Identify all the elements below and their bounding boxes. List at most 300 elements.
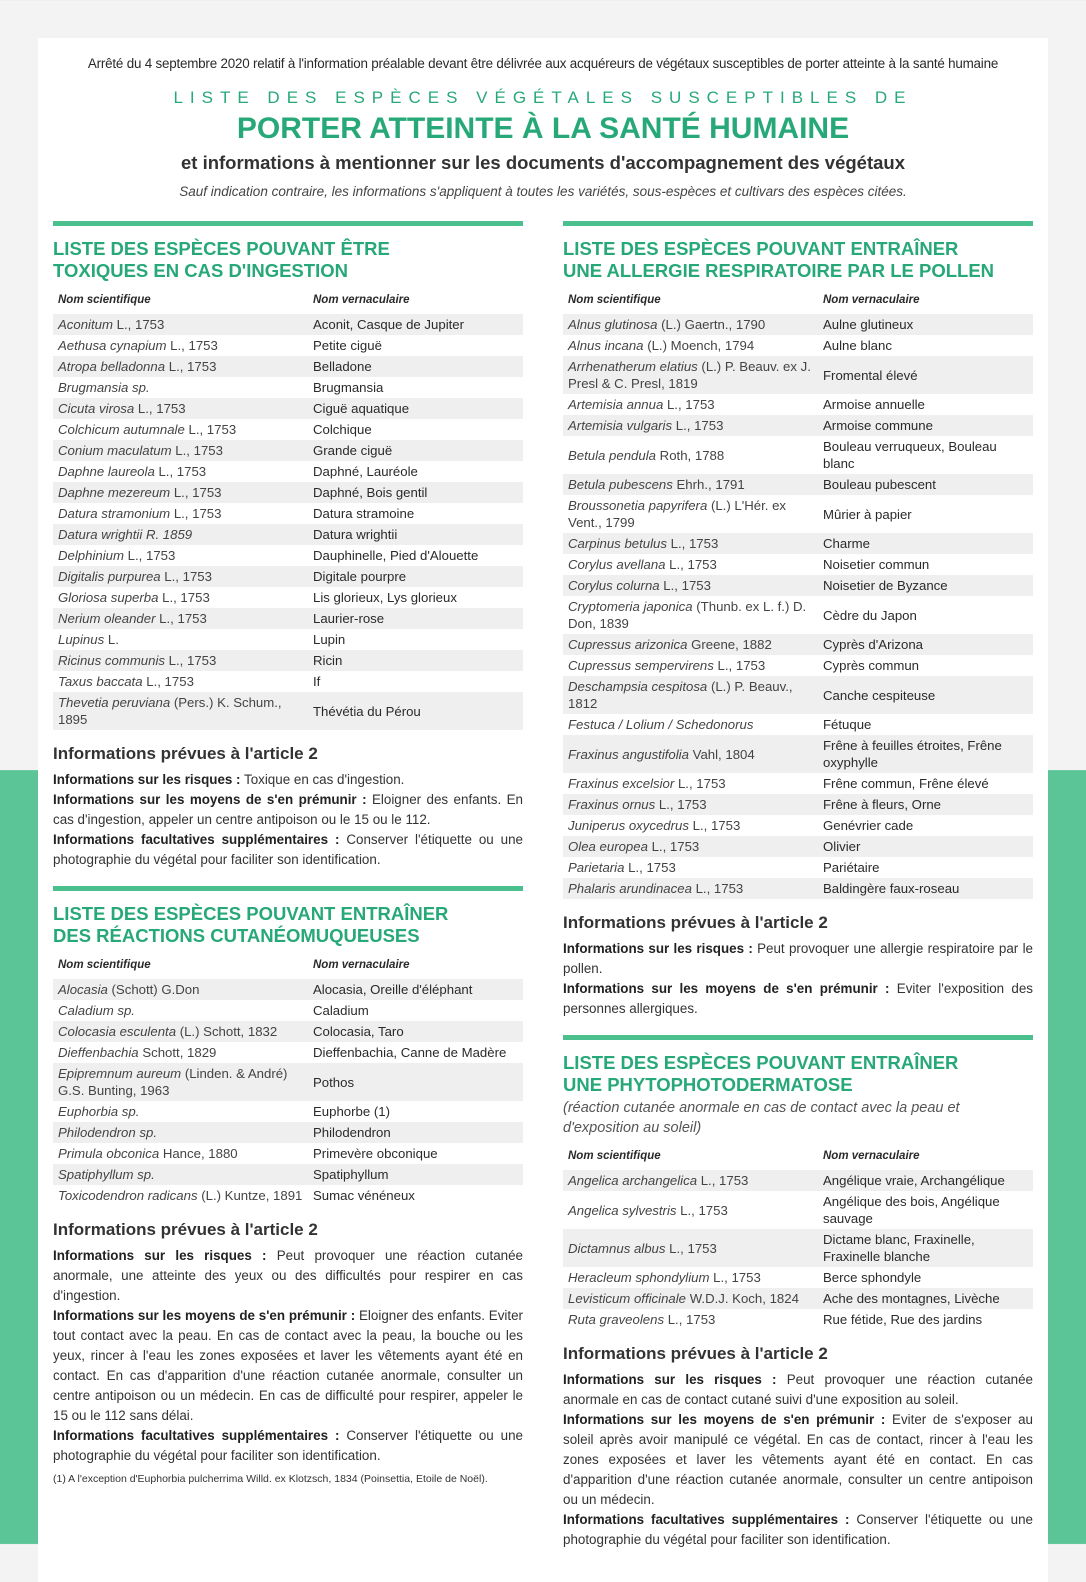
scientific-name-taxon: Arrhenatherum elatius	[568, 359, 698, 374]
scientific-name-author: L., 1753	[658, 797, 707, 812]
info-label: Informations sur les moyens de s'en prémunir :	[563, 1412, 886, 1427]
table-row	[563, 1267, 1033, 1288]
column-header-scientific: Nom scientifique	[568, 294, 661, 306]
info-label: Informations sur les risques :	[53, 1248, 267, 1263]
info-item	[53, 770, 523, 790]
section-title-line1: LISTE DES ESPÈCES POUVANT ENTRAÎNER	[53, 903, 449, 924]
scientific-name-author: (Thunb. ex L. f.) D. Don, 1839	[568, 599, 807, 631]
vernacular-name: Grande ciguë	[313, 443, 393, 458]
scientific-name-taxon: Philodendron sp.	[58, 1125, 157, 1140]
scientific-name-taxon: Deschampsia cespitosa	[568, 679, 708, 694]
vernacular-name: Colocasia, Taro	[313, 1024, 404, 1039]
scientific-name-taxon: Juniperus oxycedrus	[568, 818, 689, 833]
table-row	[563, 773, 1033, 794]
scientific-name	[58, 568, 313, 585]
table-row	[563, 554, 1033, 575]
scientific-name-author: (L.) Kuntze, 1891	[201, 1188, 303, 1203]
table-row	[563, 394, 1033, 415]
info-item	[53, 1306, 523, 1426]
species-table	[53, 979, 523, 1206]
table-row	[563, 857, 1033, 878]
scientific-name-taxon: Epipremnum aureum	[58, 1066, 182, 1081]
scientific-name	[58, 400, 313, 417]
scientific-name	[58, 631, 313, 648]
scientific-name-taxon: Heracleum sphondylium	[568, 1270, 710, 1285]
section-note: (réaction cutanée anormale en cas de contact avec la peau et d'exposition au soleil)	[563, 1100, 960, 1136]
section-title-line2: DES RÉACTIONS CUTANÉOMUQUEUSES	[53, 925, 420, 946]
table-row	[563, 794, 1033, 815]
scientific-name	[568, 880, 823, 897]
scientific-name	[568, 358, 823, 392]
section-title-line2: UNE ALLERGIE RESPIRATOIRE PAR LE POLLEN	[563, 260, 995, 281]
scientific-name-taxon: Betula pendula	[568, 447, 656, 463]
scientific-name-taxon: Gloriosa superba	[58, 590, 159, 605]
section-divider	[563, 221, 1033, 226]
scientific-name-taxon: Atropa belladonna	[58, 359, 166, 374]
scientific-name	[58, 316, 313, 333]
scientific-name-author: W.D.J. Koch, 1824	[689, 1291, 799, 1306]
scientific-name-taxon: Toxicodendron radicans	[58, 1188, 198, 1203]
info-label: Informations sur les risques :	[53, 772, 241, 787]
info-value: Peut provoquer une réaction cutanée anormale, une atteinte des yeux ou des difficultés pour respirer en cas d'ingestion.	[53, 1248, 523, 1303]
vernacular-name: Armoise annuelle	[823, 397, 925, 412]
scientific-name-author: (L.) P. Beauv. ex J. Presl & C. Presl, 1819	[568, 359, 811, 391]
info-value: Eloigner des enfants. Eviter tout contact avec la peau. En cas de contact avec la peau, la bouche ou les yeux, rincer à l'eau les zones exposées et laver les vêtements ayant été en contact. En cas d'apparition d'une réaction cutanée anormale, consulter un centre antipoison ou un médecin. En cas de difficulté pour respirer, appeler le 15 ou le 112 sans délai.	[53, 1308, 523, 1423]
scientific-name	[58, 505, 313, 522]
info-text	[563, 939, 1033, 1019]
scientific-name-taxon: Ruta graveolens	[568, 1312, 665, 1327]
vernacular-name: Ciguë aquatique	[313, 401, 410, 416]
scientific-name	[58, 1124, 313, 1141]
scientific-name-author: Roth, 1788	[659, 447, 725, 463]
scientific-name	[568, 1290, 823, 1307]
scientific-name	[58, 589, 313, 606]
scientific-name-taxon: Cupressus sempervirens	[568, 658, 714, 673]
info-item	[563, 939, 1033, 979]
info-item	[563, 1370, 1033, 1410]
scientific-name	[58, 547, 313, 564]
scientific-name	[568, 577, 823, 594]
scientific-name-author: L., 1753	[159, 611, 207, 626]
scientific-name-taxon: Brugmansia sp.	[58, 380, 150, 395]
info-label: Informations facultatives supplémentaires :	[563, 1512, 850, 1527]
scientific-name-author: Vahl, 1804	[692, 746, 755, 762]
table-row	[53, 314, 523, 335]
scientific-name	[568, 1269, 823, 1286]
scientific-name-taxon: Levisticum officinale	[568, 1291, 687, 1306]
scientific-name-author: (L.) Moench, 1794	[647, 338, 755, 353]
scientific-name-taxon: Ricinus communis	[58, 653, 165, 668]
scientific-name-taxon: Aethusa cynapium	[58, 338, 167, 353]
table-row	[53, 979, 523, 1000]
info-text	[53, 770, 523, 870]
table-row	[53, 1185, 523, 1206]
table-row	[53, 440, 523, 461]
scientific-name-taxon: Datura wrightii R. 1859	[58, 527, 193, 542]
content-columns	[38, 38, 1048, 1566]
section-ingestion	[53, 221, 523, 870]
page-subtitle: et informations à mentionner sur les documents d'accompagnement des végétaux	[180, 152, 906, 173]
scientific-name	[568, 556, 823, 573]
scientific-name-author: L., 1753	[700, 1173, 749, 1188]
scientific-name-taxon: Alocasia	[58, 982, 108, 997]
scientific-name	[58, 1002, 313, 1019]
scientific-name-taxon: Dieffenbachia	[58, 1045, 139, 1060]
info-label: Informations sur les moyens de s'en prémunir :	[53, 1308, 356, 1323]
vernacular-name: Caladium	[313, 1003, 369, 1018]
table-row	[53, 1042, 523, 1063]
column-header-scientific: Nom scientifique	[58, 294, 151, 306]
table-row	[53, 650, 523, 671]
vernacular-name: Aulne glutineux	[823, 317, 914, 332]
scientific-name	[58, 1065, 313, 1099]
scientific-name	[58, 1187, 313, 1204]
vernacular-name: Laurier-rose	[313, 611, 385, 626]
vernacular-name: Brugmansia	[313, 380, 384, 395]
table-row	[563, 596, 1033, 634]
scientific-name	[568, 1172, 823, 1189]
species-table	[563, 314, 1033, 899]
section-title	[563, 238, 1033, 282]
scientific-name	[58, 1023, 313, 1040]
vernacular-name: Petite ciguë	[313, 338, 382, 353]
scientific-name-taxon: Alnus glutinosa	[568, 317, 658, 332]
section-title-line2: TOXIQUES EN CAS D'INGESTION	[53, 260, 348, 281]
scientific-name-author: L., 1753	[651, 839, 700, 854]
table-row	[53, 1164, 523, 1185]
table-row	[53, 503, 523, 524]
vernacular-name: Olivier	[823, 839, 861, 854]
scientific-name-taxon: Carpinus betulus	[568, 536, 667, 551]
scientific-name	[58, 1166, 313, 1183]
table-row	[53, 692, 523, 730]
vernacular-name: Ricin	[313, 653, 343, 668]
scientific-name-author: L., 1753	[127, 548, 176, 563]
table-row	[563, 1288, 1033, 1309]
info-item	[53, 1426, 523, 1466]
table-row	[53, 524, 523, 545]
vernacular-name: Armoise commune	[823, 418, 933, 433]
vernacular-name: Primevère obconique	[313, 1146, 438, 1161]
table-header	[53, 959, 523, 971]
vernacular-name: Thévétia du Pérou	[313, 703, 421, 719]
scientific-name-author: L., 1753	[717, 658, 766, 673]
scientific-name	[58, 379, 313, 396]
title-kicker: LISTE DES ESPÈCES VÉGÉTALES SUSCEPTIBLES DE	[173, 88, 913, 107]
table-row	[563, 1229, 1033, 1267]
table-row	[53, 671, 523, 692]
scientific-name	[58, 981, 313, 998]
scientific-name-taxon: Colchicum autumnale	[58, 422, 185, 437]
info-value: Eviter l'exposition des personnes allergiques.	[563, 981, 1033, 1016]
table-row	[563, 714, 1033, 735]
section-pollen	[563, 221, 1033, 1019]
info-heading: Informations prévues à l'article 2	[563, 913, 828, 932]
info-item	[563, 1510, 1033, 1550]
vernacular-name: Noisetier de Byzance	[823, 578, 948, 593]
scientific-name-author: (Schott) G.Don	[111, 982, 200, 997]
info-label: Informations facultatives supplémentaires :	[53, 832, 340, 847]
scientific-name-taxon: Lupinus	[58, 632, 105, 647]
vernacular-name: Berce sphondyle	[823, 1270, 922, 1285]
scientific-name-author: L., 1753	[695, 881, 744, 896]
vernacular-name: Baldingère faux-roseau	[823, 881, 960, 896]
table-row	[563, 314, 1033, 335]
section-divider	[53, 886, 523, 891]
scientific-name-taxon: Primula obconica	[58, 1146, 160, 1161]
scientific-name-author: L.	[107, 632, 119, 647]
decree-reference: Arrêté du 4 septembre 2020 relatif à l'information préalable devant être délivrée aux acquéreurs de végétaux susceptibles de porter atteinte à la santé humaine	[87, 56, 999, 71]
scientific-name-author: (Linden. & André) G.S. Bunting, 1963	[58, 1066, 288, 1098]
scientific-name-author: L., 1753	[713, 1270, 761, 1285]
vernacular-name: Philodendron	[313, 1125, 391, 1140]
section-title-line1: LISTE DES ESPÈCES POUVANT ÊTRE	[53, 238, 390, 259]
scientific-name	[568, 497, 823, 531]
scientific-name	[568, 535, 823, 552]
vernacular-name: Lupin	[313, 632, 346, 647]
scientific-name-author: L., 1753	[164, 569, 212, 584]
vernacular-name: Fétuque	[823, 717, 872, 732]
section-title-line2: UNE PHYTOPHOTODERMATOSE	[563, 1074, 853, 1095]
table-row	[53, 629, 523, 650]
info-item	[53, 790, 523, 830]
scientific-name-taxon: Festuca / Lolium / Schedonorus	[568, 717, 754, 732]
scientific-name-author: L., 1753	[170, 338, 218, 353]
info-label: Informations sur les risques :	[563, 941, 753, 956]
scientific-name-author: Hance, 1880	[162, 1146, 238, 1161]
table-row	[53, 587, 523, 608]
footnote: (1) A l'exception d'Euphorbia pulcherrima Willd. ex Klotzsch, 1834 (Poinsettia, Etoile de Noël).	[53, 1473, 488, 1485]
vernacular-name: Mûrier à papier	[823, 506, 912, 522]
scientific-name-taxon: Daphne mezereum	[58, 485, 171, 500]
scientific-name	[568, 417, 823, 434]
info-value: Conserver l'étiquette ou une photographie du végétal pour faciliter son identification.	[53, 1428, 523, 1463]
vernacular-name: Digitale pourpre	[313, 569, 407, 584]
scientific-name-author: (L.) Gaertn., 1790	[661, 317, 766, 332]
vernacular-name: Pothos	[313, 1074, 355, 1090]
vernacular-name: Canche cespiteuse	[823, 687, 936, 703]
section-title-line1: LISTE DES ESPÈCES POUVANT ENTRAÎNER	[563, 1052, 959, 1073]
scientific-name-taxon: Euphorbia sp.	[58, 1104, 140, 1119]
scientific-name-taxon: Aconitum	[58, 317, 113, 332]
vernacular-name: Aconit, Casque de Jupiter	[313, 317, 465, 332]
table-row	[53, 377, 523, 398]
section-title	[563, 1052, 1033, 1096]
info-text	[563, 1370, 1033, 1550]
vernacular-name: Charme	[823, 536, 870, 551]
scientific-name	[568, 598, 823, 632]
vernacular-name: Frêne à feuilles étroites, Frêne oxyphylle	[823, 738, 1002, 770]
table-header	[563, 294, 1033, 306]
vernacular-name: Frêne commun, Frêne élevé	[823, 776, 989, 791]
vernacular-name: Euphorbe (1)	[313, 1104, 390, 1119]
vernacular-name: Cèdre du Japon	[823, 607, 917, 623]
scientific-name	[568, 678, 823, 712]
table-row	[53, 1063, 523, 1101]
scientific-name-author: L., 1753	[680, 1202, 728, 1218]
scientific-name	[568, 396, 823, 413]
scientific-name	[58, 526, 313, 543]
scientific-name	[58, 484, 313, 501]
scientific-name-taxon: Betula pubescens	[568, 477, 673, 492]
section-divider	[53, 221, 523, 226]
vernacular-name: Angélique des bois, Angélique sauvage	[823, 1194, 1000, 1226]
vernacular-name: Genévrier cade	[823, 818, 914, 833]
scientific-name-author: (L.) L'Hér. ex Vent., 1799	[568, 498, 787, 530]
table-row	[563, 436, 1033, 474]
section-title	[53, 238, 523, 282]
table-row	[563, 676, 1033, 714]
info-heading: Informations prévues à l'article 2	[53, 744, 318, 763]
scientific-name	[58, 694, 313, 728]
info-item	[563, 979, 1033, 1019]
scientific-name-taxon: Cicuta virosa	[58, 401, 135, 416]
section-cutaneous	[53, 886, 523, 1486]
table-row	[563, 533, 1033, 554]
table-row	[563, 735, 1033, 773]
vernacular-name: Alocasia, Oreille d'éléphant	[313, 982, 473, 997]
scientific-name-author: L., 1753	[168, 359, 217, 374]
table-row	[53, 461, 523, 482]
left-column	[53, 221, 523, 1566]
page-note: Sauf indication contraire, les informations s'appliquent à toutes les variétés, sous-espèces et cultivars des espèces citées.	[179, 184, 907, 199]
scientific-name-taxon: Angelica sylvestris	[568, 1202, 677, 1218]
scientific-name-author: (L.) P. Beauv., 1812	[568, 679, 793, 711]
scientific-name-author: Schott, 1829	[142, 1045, 217, 1060]
scientific-name	[58, 1103, 313, 1120]
scientific-name	[568, 817, 823, 834]
table-row	[53, 398, 523, 419]
scientific-name	[568, 859, 823, 876]
vernacular-name: Datura wrightii	[313, 527, 398, 542]
vernacular-name: Daphné, Lauréole	[313, 464, 418, 479]
scientific-name-taxon: Artemisia vulgaris	[568, 418, 673, 433]
table-row	[53, 545, 523, 566]
scientific-name-author: (Pers.) K. Schum., 1895	[58, 695, 282, 727]
section-divider	[563, 1035, 1033, 1040]
scientific-name-author: L., 1753	[146, 674, 194, 689]
scientific-name-taxon: Phalaris arundinacea	[568, 881, 692, 896]
scientific-name-taxon: Nerium oleander	[58, 611, 156, 626]
table-row	[563, 335, 1033, 356]
info-value: Eviter de s'exposer au soleil après avoir manipulé ce végétal. En cas de contact, rincer à l'eau les zones exposées et laver les vêtements ayant été en contact. En cas d'apparition d'une réaction cutanée anormale, consulter un centre antipoison ou un médecin.	[563, 1412, 1033, 1507]
column-header-vernacular: Nom vernaculaire	[823, 1150, 920, 1162]
table-row	[563, 575, 1033, 596]
right-column	[563, 221, 1033, 1566]
scientific-name-author: L., 1753	[628, 860, 676, 875]
scientific-name	[568, 636, 823, 653]
table-row	[563, 356, 1033, 394]
scientific-name	[568, 447, 823, 464]
column-header-scientific: Nom scientifique	[568, 1150, 661, 1162]
column-header-scientific: Nom scientifique	[58, 959, 151, 971]
scientific-name-author: L., 1753	[669, 557, 717, 572]
vernacular-name: Sumac vénéneux	[313, 1188, 415, 1203]
vernacular-name: Lis glorieux, Lys glorieux	[313, 590, 457, 605]
vernacular-name: Ache des montagnes, Livèche	[823, 1291, 1000, 1306]
vernacular-name: Cyprès commun	[823, 658, 920, 673]
scientific-name	[568, 838, 823, 855]
scientific-name	[568, 1202, 823, 1219]
scientific-name-taxon: Digitalis purpurea	[58, 569, 161, 584]
info-heading: Informations prévues à l'article 2	[53, 1220, 318, 1239]
scientific-name-taxon: Fraxinus ornus	[568, 797, 656, 812]
scientific-name-taxon: Datura stramonium	[58, 506, 171, 521]
vernacular-name: Angélique vraie, Archangélique	[823, 1173, 1005, 1188]
vernacular-name: Dictame blanc, Fraxinelle, Fraxinelle blanche	[823, 1232, 975, 1264]
table-row	[53, 482, 523, 503]
info-text	[53, 1246, 523, 1466]
section-title	[53, 903, 523, 947]
table-row	[563, 1309, 1033, 1330]
vernacular-name: Dieffenbachia, Canne de Madère	[313, 1045, 507, 1060]
scientific-name	[568, 775, 823, 792]
table-row	[53, 1122, 523, 1143]
vernacular-name: Colchique	[313, 422, 372, 437]
scientific-name	[568, 476, 823, 493]
vernacular-name: Belladone	[313, 359, 372, 374]
scientific-name-author: L., 1753	[175, 443, 223, 458]
species-table	[53, 314, 523, 730]
scientific-name	[58, 673, 313, 690]
scientific-name-taxon: Corylus avellana	[568, 557, 666, 572]
vernacular-name: Frêne à fleurs, Orne	[823, 797, 942, 812]
scientific-name-author: L., 1753	[692, 818, 741, 833]
scientific-name-author: L., 1753	[188, 422, 237, 437]
scientific-name-taxon: Artemisia annua	[568, 397, 664, 412]
info-label: Informations sur les moyens de s'en prémunir :	[53, 792, 367, 807]
table-row	[563, 1191, 1033, 1229]
info-value: Eloigner des enfants. En cas d'ingestion, appeler un centre antipoison ou le 15 ou le 112.	[53, 792, 523, 827]
scientific-name	[58, 652, 313, 669]
info-value: Peut provoquer une réaction cutanée anormale en cas de contact cutané suivi d'une exposition au soleil.	[563, 1372, 1033, 1407]
scientific-name-author: L., 1753	[173, 485, 222, 500]
table-row	[53, 1000, 523, 1021]
table-row	[53, 356, 523, 377]
page-title: PORTER ATTEINTE À LA SANTÉ HUMAINE	[236, 112, 850, 145]
scientific-name	[58, 442, 313, 459]
scientific-name-taxon: Conium maculatum	[58, 443, 172, 458]
table-row	[563, 836, 1033, 857]
info-label: Informations facultatives supplémentaires :	[53, 1428, 340, 1443]
scientific-name-taxon: Colocasia esculenta	[58, 1024, 177, 1039]
scientific-name-author: L., 1753	[137, 401, 186, 416]
table-row	[53, 419, 523, 440]
column-header-vernacular: Nom vernaculaire	[313, 294, 410, 306]
table-row	[563, 495, 1033, 533]
info-item	[53, 830, 523, 870]
scientific-name	[568, 337, 823, 354]
scientific-name-author: L., 1753	[116, 317, 165, 332]
info-value: Peut provoquer une allergie respiratoire par le pollen.	[563, 941, 1033, 976]
scientific-name-author: L., 1753	[663, 578, 711, 593]
table-header	[53, 294, 523, 306]
scientific-name-author: L., 1753	[158, 464, 207, 479]
table-row	[563, 474, 1033, 495]
scientific-name-taxon: Broussonetia papyrifera	[568, 498, 708, 513]
scientific-name-taxon: Cupressus arizonica	[568, 637, 688, 652]
scientific-name	[568, 796, 823, 813]
scientific-name	[58, 1145, 313, 1162]
vernacular-name: If	[313, 674, 321, 689]
vernacular-name: Fromental élevé	[823, 367, 918, 383]
scientific-name	[58, 358, 313, 375]
column-header-vernacular: Nom vernaculaire	[823, 294, 920, 306]
scientific-name-author: L., 1753	[667, 1312, 716, 1327]
vernacular-name: Bouleau pubescent	[823, 477, 936, 492]
table-row	[563, 815, 1033, 836]
info-label: Informations sur les moyens de s'en prémunir :	[563, 981, 890, 996]
